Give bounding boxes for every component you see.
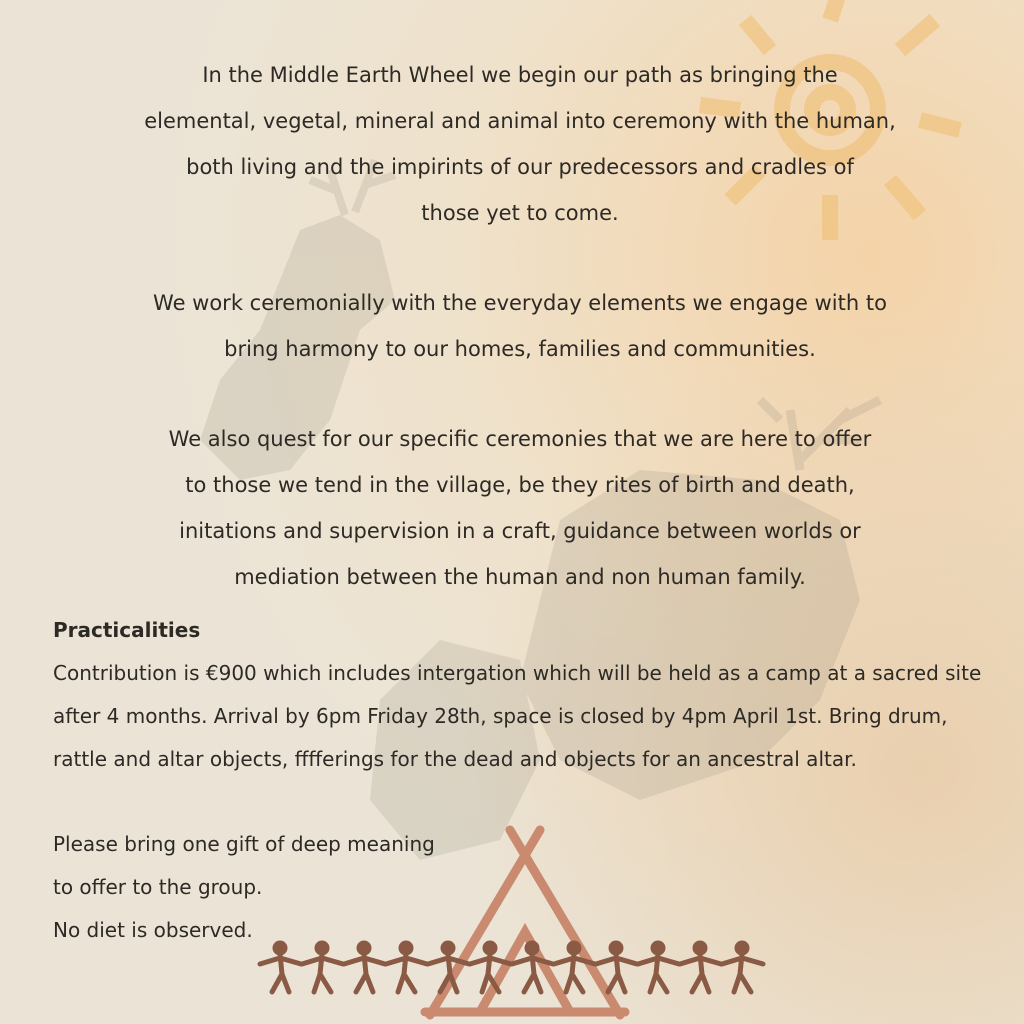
dancing-figure — [260, 943, 301, 992]
intro-line: We work ceremonially with the everyday elements we engage with to — [153, 291, 887, 315]
intro-line: those yet to come. — [421, 201, 619, 225]
gift-text-line-1: Please bring one gift of deep meaning — [53, 832, 435, 856]
contribution-text: Contribution is €900 which includes intergation which will be held as a camp at a sacred site after 4 months. Arrival by 6pm Friday 28th, space is closed by 4pm April 1st. Bring drum, rattle and altar objects, fffferings for the dead and objects for an ancestral altar. — [53, 661, 982, 771]
diet-text: No diet is observed. — [53, 918, 253, 942]
dancing-figure — [722, 943, 763, 992]
intro-line: bring harmony to our homes, families and communities. — [224, 337, 816, 361]
dancing-figure — [344, 943, 385, 992]
dancing-figure — [386, 943, 427, 992]
intro-line: mediation between the human and non human family. — [234, 565, 806, 589]
dancing-figure — [302, 943, 343, 992]
intro-line: initations and supervision in a craft, guidance between worlds or — [179, 519, 861, 543]
intro-paragraph-1 — [90, 52, 950, 236]
intro-paragraph-2 — [90, 280, 950, 372]
practicalities-heading: Practicalities — [53, 618, 201, 642]
intro-line: both living and the impirints of our predecessors and cradles of — [186, 155, 854, 179]
tipi-emblem — [255, 820, 775, 1020]
dancing-figure — [680, 943, 721, 992]
intro-line: In the Middle Earth Wheel we begin our path as bringing the — [202, 63, 838, 87]
intro-line: elemental, vegetal, mineral and animal into ceremony with the human, — [144, 109, 896, 133]
dancing-figure — [638, 943, 679, 992]
gift-text-line-2: to offer to the group. — [53, 875, 263, 899]
intro-line: We also quest for our specific ceremonies that we are here to offer — [168, 427, 872, 451]
intro-line: to those we tend in the village, be they rites of birth and death, — [185, 473, 855, 497]
intro-paragraph-3 — [90, 416, 950, 600]
